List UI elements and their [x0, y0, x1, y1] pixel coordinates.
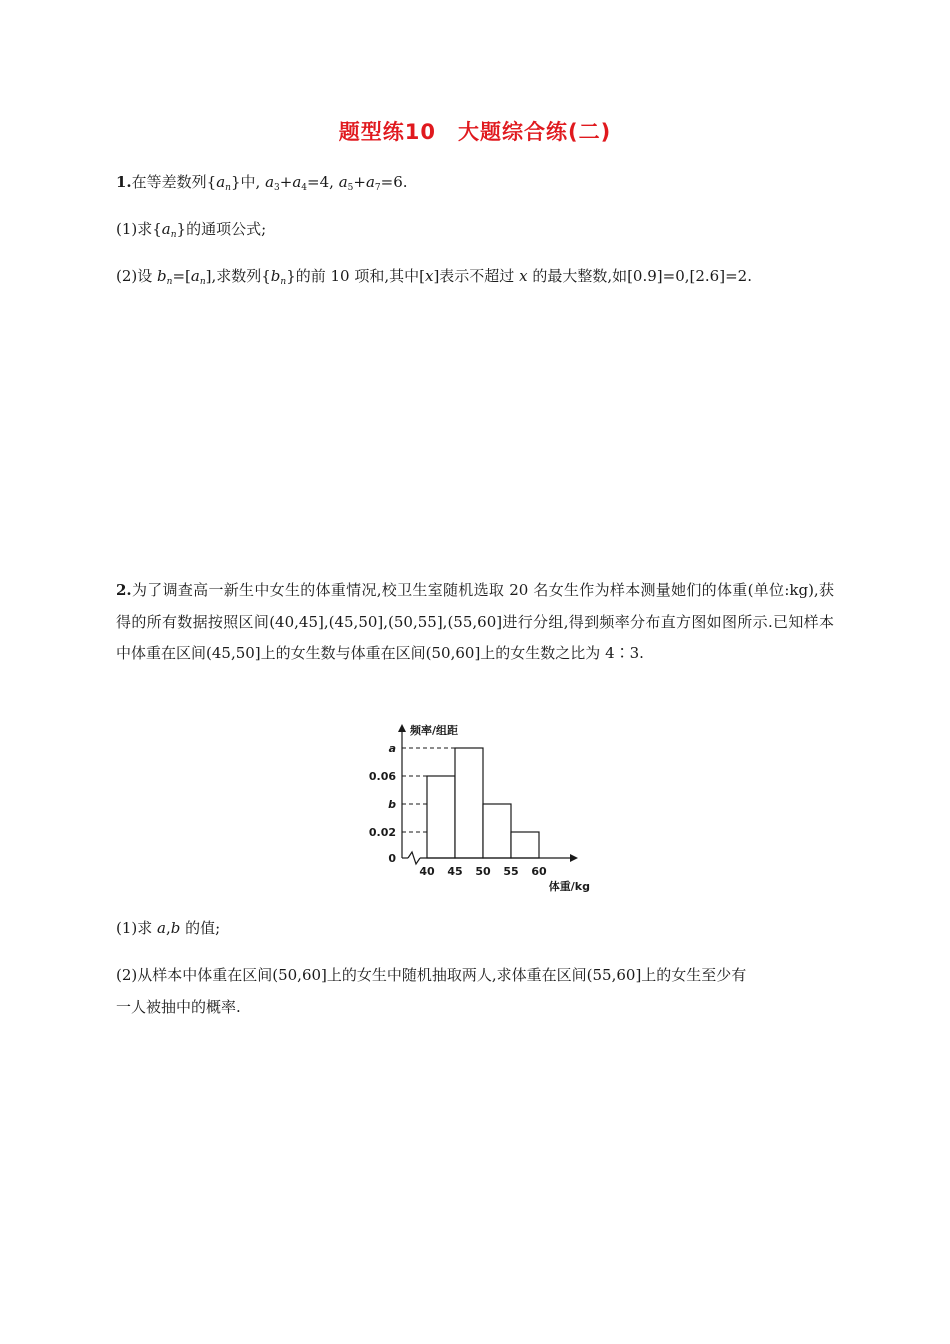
- y-tick-label: b: [388, 798, 396, 811]
- frequency-histogram: [360, 712, 590, 892]
- histogram-bar: [483, 804, 511, 858]
- y-axis-title: 频率/组距: [410, 724, 459, 737]
- axis-break-mark: [408, 852, 420, 864]
- y-tick-label: 0.06: [368, 770, 396, 783]
- q2-part2-line1: (2)从样本中体重在区间(50,60]上的女生中随机抽取两人,求体重在区间(55,60]上的女生至少有: [116, 966, 747, 984]
- x-tick-label: 55: [503, 865, 519, 878]
- x-tick-label: 45: [447, 865, 463, 878]
- x-tick-label: 40: [419, 865, 435, 878]
- y-axis-arrow: [398, 724, 406, 732]
- q1-part1: (1)求$\{a_n\}$的通项公式;: [116, 220, 267, 240]
- q1-part2: (2)设 $b_n=[a_n]$,求数列$\{b_n\}$的前 10 项和,其中[x]表示不超过 x 的最大整数,如[0.9]=0,[2.6]=2.: [116, 267, 752, 287]
- y-tick-label: 0.02: [368, 826, 396, 839]
- q2-number: 2.: [116, 581, 132, 599]
- x-axis-arrow: [570, 854, 578, 862]
- page-title: 题型练10 大题综合练(二): [338, 120, 612, 144]
- x-tick-label: 50: [475, 865, 491, 878]
- histogram-bar: [455, 748, 483, 858]
- y-tick-label: 0: [388, 852, 396, 865]
- histogram-bar: [427, 776, 455, 858]
- x-axis-title: 体重/kg: [548, 880, 590, 892]
- y-tick-label: a: [388, 742, 396, 755]
- q1-number: 1.: [116, 173, 132, 191]
- q2-part2-line2: 一人被抽中的概率.: [116, 998, 241, 1016]
- x-tick-label: 60: [531, 865, 547, 878]
- q1-statement: 1.在等差数列$\{a_n\}$中, $a_3+a_4=4$, $a_5+a_7=6$.: [116, 173, 408, 193]
- q2-part1: (1)求 a,b 的值;: [116, 919, 221, 937]
- histogram-bar: [511, 832, 539, 858]
- q2-statement: 2.为了调查高一新生中女生的体重情况,校卫生室随机选取 20 名女生作为样本测量她们的体重(单位:kg),获得的所有数据按照区间(40,45],(45,50],(50,55],(55,60]进行分组,得到频率分布直方图如图所示.已知样本中体重在区间(45,50]上的女生数与体重在区间(50,60]上的女生数之比为 4∶3.: [116, 581, 834, 662]
